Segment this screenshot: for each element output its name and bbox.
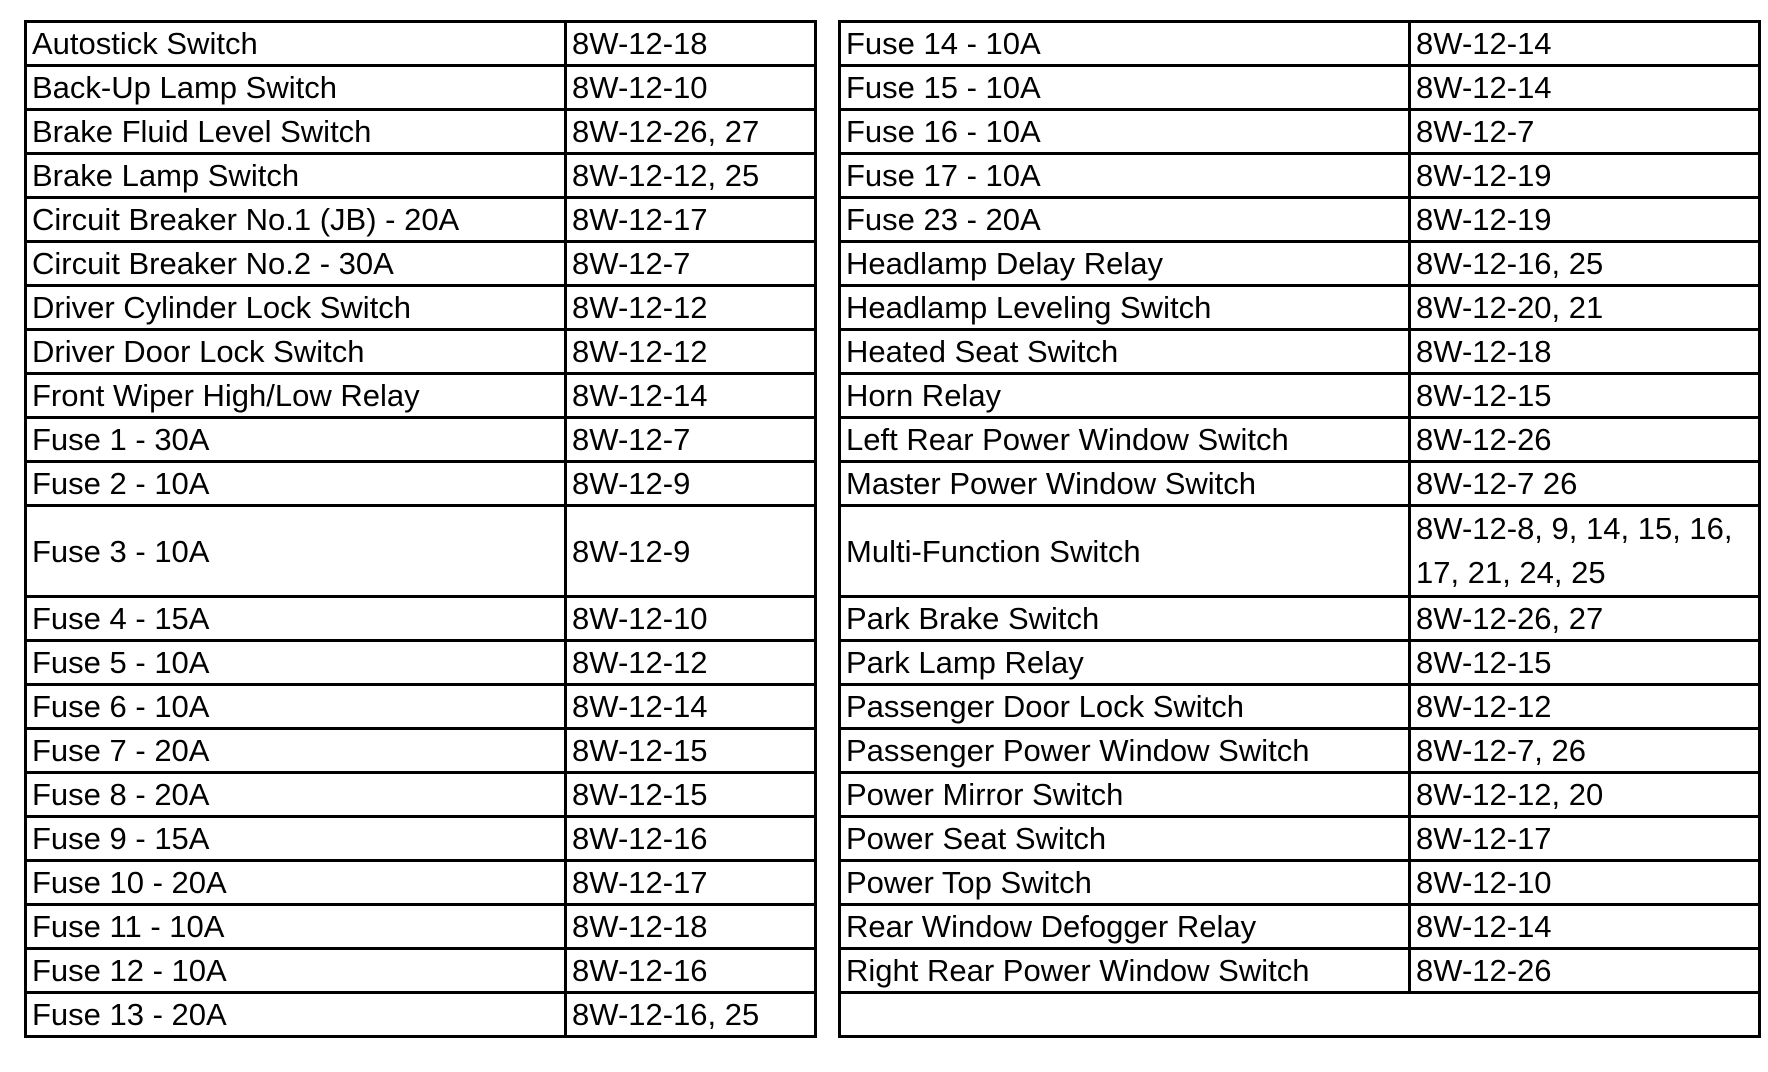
page-reference-cell: 8W-12-12	[566, 641, 816, 685]
table-row	[26, 861, 816, 905]
component-name-cell: Heated Seat Switch	[840, 330, 1410, 374]
component-name-cell: Autostick Switch	[26, 22, 566, 66]
component-name-cell: Multi-Function Switch	[840, 506, 1410, 597]
table-row	[840, 198, 1760, 242]
page-reference-cell: 8W-12-20, 21	[1410, 286, 1760, 330]
page-reference-cell: 8W-12-17	[566, 198, 816, 242]
page-reference-cell: 8W-12-14	[566, 685, 816, 729]
component-name-cell: Park Brake Switch	[840, 597, 1410, 641]
component-name-cell: Fuse 7 - 20A	[26, 729, 566, 773]
table-row	[26, 462, 816, 506]
component-name-cell: Back-Up Lamp Switch	[26, 66, 566, 110]
page-reference-cell: 8W-12-16	[566, 949, 816, 993]
component-name-cell: Fuse 3 - 10A	[26, 506, 566, 597]
component-name-cell: Master Power Window Switch	[840, 462, 1410, 506]
table-row	[840, 110, 1760, 154]
page-reference-cell: 8W-12-9	[566, 462, 816, 506]
component-name-cell: Brake Lamp Switch	[26, 154, 566, 198]
component-name-cell: Fuse 16 - 10A	[840, 110, 1410, 154]
page-reference-cell: 8W-12-18	[566, 905, 816, 949]
page-reference-cell: 8W-12-10	[566, 597, 816, 641]
page-reference-cell: 8W-12-7	[566, 418, 816, 462]
component-name-cell: Left Rear Power Window Switch	[840, 418, 1410, 462]
page-reference-cell: 8W-12-9	[566, 506, 816, 597]
component-name-cell: Fuse 8 - 20A	[26, 773, 566, 817]
component-name-cell: Fuse 2 - 10A	[26, 462, 566, 506]
table-row	[26, 949, 816, 993]
component-name-cell: Headlamp Leveling Switch	[840, 286, 1410, 330]
component-name-cell: Front Wiper High/Low Relay	[26, 374, 566, 418]
table-row	[840, 154, 1760, 198]
table-row	[26, 374, 816, 418]
component-name-cell: Brake Fluid Level Switch	[26, 110, 566, 154]
table-row	[26, 641, 816, 685]
table-row	[840, 286, 1760, 330]
empty-table-row	[840, 993, 1760, 1037]
table-row	[26, 242, 816, 286]
table-row	[840, 641, 1760, 685]
table-row	[840, 506, 1760, 597]
page-reference-cell: 8W-12-16, 25	[1410, 242, 1760, 286]
component-index-table-right	[838, 20, 1761, 1038]
page-reference-cell: 8W-12-18	[1410, 330, 1760, 374]
table-row	[840, 374, 1760, 418]
page-reference-cell: 8W-12-18	[566, 22, 816, 66]
table-row	[840, 685, 1760, 729]
component-name-cell: Passenger Power Window Switch	[840, 729, 1410, 773]
page-reference-cell: 8W-12-14	[1410, 66, 1760, 110]
page-reference-cell: 8W-12-14	[1410, 905, 1760, 949]
component-name-cell: Headlamp Delay Relay	[840, 242, 1410, 286]
page-reference-cell: 8W-12-26, 27	[1410, 597, 1760, 641]
page-reference-cell: 8W-12-14	[1410, 22, 1760, 66]
table-row	[26, 154, 816, 198]
page-reference-cell: 8W-12-10	[1410, 861, 1760, 905]
component-name-cell: Fuse 15 - 10A	[840, 66, 1410, 110]
page-reference-cell: 8W-12-7 26	[1410, 462, 1760, 506]
component-name-cell: Fuse 10 - 20A	[26, 861, 566, 905]
page-reference-cell: 8W-12-15	[1410, 374, 1760, 418]
table-row	[840, 22, 1760, 66]
table-row	[26, 685, 816, 729]
page-reference-cell: 8W-12-7	[1410, 110, 1760, 154]
component-name-cell: Circuit Breaker No.2 - 30A	[26, 242, 566, 286]
table-row	[26, 198, 816, 242]
page-reference-cell: 8W-12-12, 20	[1410, 773, 1760, 817]
table-row	[840, 773, 1760, 817]
table-row	[840, 462, 1760, 506]
component-name-cell: Rear Window Defogger Relay	[840, 905, 1410, 949]
component-name-cell: Driver Cylinder Lock Switch	[26, 286, 566, 330]
empty-cell	[840, 993, 1760, 1037]
component-name-cell: Fuse 13 - 20A	[26, 993, 566, 1037]
page-reference-cell: 8W-12-16	[566, 817, 816, 861]
table-row	[26, 110, 816, 154]
component-name-cell: Passenger Door Lock Switch	[840, 685, 1410, 729]
page-reference-cell: 8W-12-19	[1410, 198, 1760, 242]
table-row	[840, 330, 1760, 374]
table-row	[840, 861, 1760, 905]
table-row	[840, 949, 1760, 993]
component-name-cell: Fuse 9 - 15A	[26, 817, 566, 861]
table-row	[840, 66, 1760, 110]
page-reference-cell: 8W-12-15	[566, 773, 816, 817]
component-name-cell: Fuse 23 - 20A	[840, 198, 1410, 242]
component-name-cell: Horn Relay	[840, 374, 1410, 418]
table-row	[26, 729, 816, 773]
component-index-table-left	[24, 20, 817, 1038]
component-name-cell: Power Seat Switch	[840, 817, 1410, 861]
table-row	[840, 418, 1760, 462]
component-name-cell: Circuit Breaker No.1 (JB) - 20A	[26, 198, 566, 242]
page-reference-cell: 8W-12-16, 25	[566, 993, 816, 1037]
table-row	[26, 597, 816, 641]
component-name-cell: Fuse 17 - 10A	[840, 154, 1410, 198]
table-row	[840, 905, 1760, 949]
table-row	[26, 330, 816, 374]
page-reference-cell: 8W-12-12	[566, 286, 816, 330]
page-reference-cell: 8W-12-12	[1410, 685, 1760, 729]
page-reference-cell: 8W-12-15	[566, 729, 816, 773]
page-reference-cell: 8W-12-7	[566, 242, 816, 286]
table-row	[26, 506, 816, 597]
page-reference-cell: 8W-12-26, 27	[566, 110, 816, 154]
component-name-cell: Fuse 1 - 30A	[26, 418, 566, 462]
component-name-cell: Park Lamp Relay	[840, 641, 1410, 685]
component-name-cell: Fuse 4 - 15A	[26, 597, 566, 641]
page-reference-cell: 8W-12-17	[566, 861, 816, 905]
component-name-cell: Fuse 14 - 10A	[840, 22, 1410, 66]
component-name-cell: Fuse 11 - 10A	[26, 905, 566, 949]
component-name-cell: Driver Door Lock Switch	[26, 330, 566, 374]
component-name-cell: Fuse 12 - 10A	[26, 949, 566, 993]
component-name-cell: Power Top Switch	[840, 861, 1410, 905]
component-name-cell: Fuse 5 - 10A	[26, 641, 566, 685]
table-row	[26, 905, 816, 949]
table-row	[26, 66, 816, 110]
page-reference-cell: 8W-12-26	[1410, 418, 1760, 462]
table-row	[840, 729, 1760, 773]
page-reference-cell: 8W-12-10	[566, 66, 816, 110]
table-row	[840, 817, 1760, 861]
table-row	[840, 597, 1760, 641]
page-reference-cell: 8W-12-26	[1410, 949, 1760, 993]
page-reference-cell: 8W-12-14	[566, 374, 816, 418]
component-name-cell: Fuse 6 - 10A	[26, 685, 566, 729]
table-row	[26, 993, 816, 1037]
page-reference-cell: 8W-12-19	[1410, 154, 1760, 198]
table-row	[26, 817, 816, 861]
page-reference-cell: 8W-12-8, 9, 14, 15, 16, 17, 21, 24, 25	[1410, 506, 1760, 597]
table-row	[26, 773, 816, 817]
page-reference-cell: 8W-12-15	[1410, 641, 1760, 685]
component-name-cell: Right Rear Power Window Switch	[840, 949, 1410, 993]
component-name-cell: Power Mirror Switch	[840, 773, 1410, 817]
table-row	[26, 22, 816, 66]
page-reference-cell: 8W-12-12	[566, 330, 816, 374]
page-reference-cell: 8W-12-17	[1410, 817, 1760, 861]
table-row	[840, 242, 1760, 286]
table-row	[26, 286, 816, 330]
page-reference-cell: 8W-12-7, 26	[1410, 729, 1760, 773]
page-reference-cell: 8W-12-12, 25	[566, 154, 816, 198]
table-row	[26, 418, 816, 462]
